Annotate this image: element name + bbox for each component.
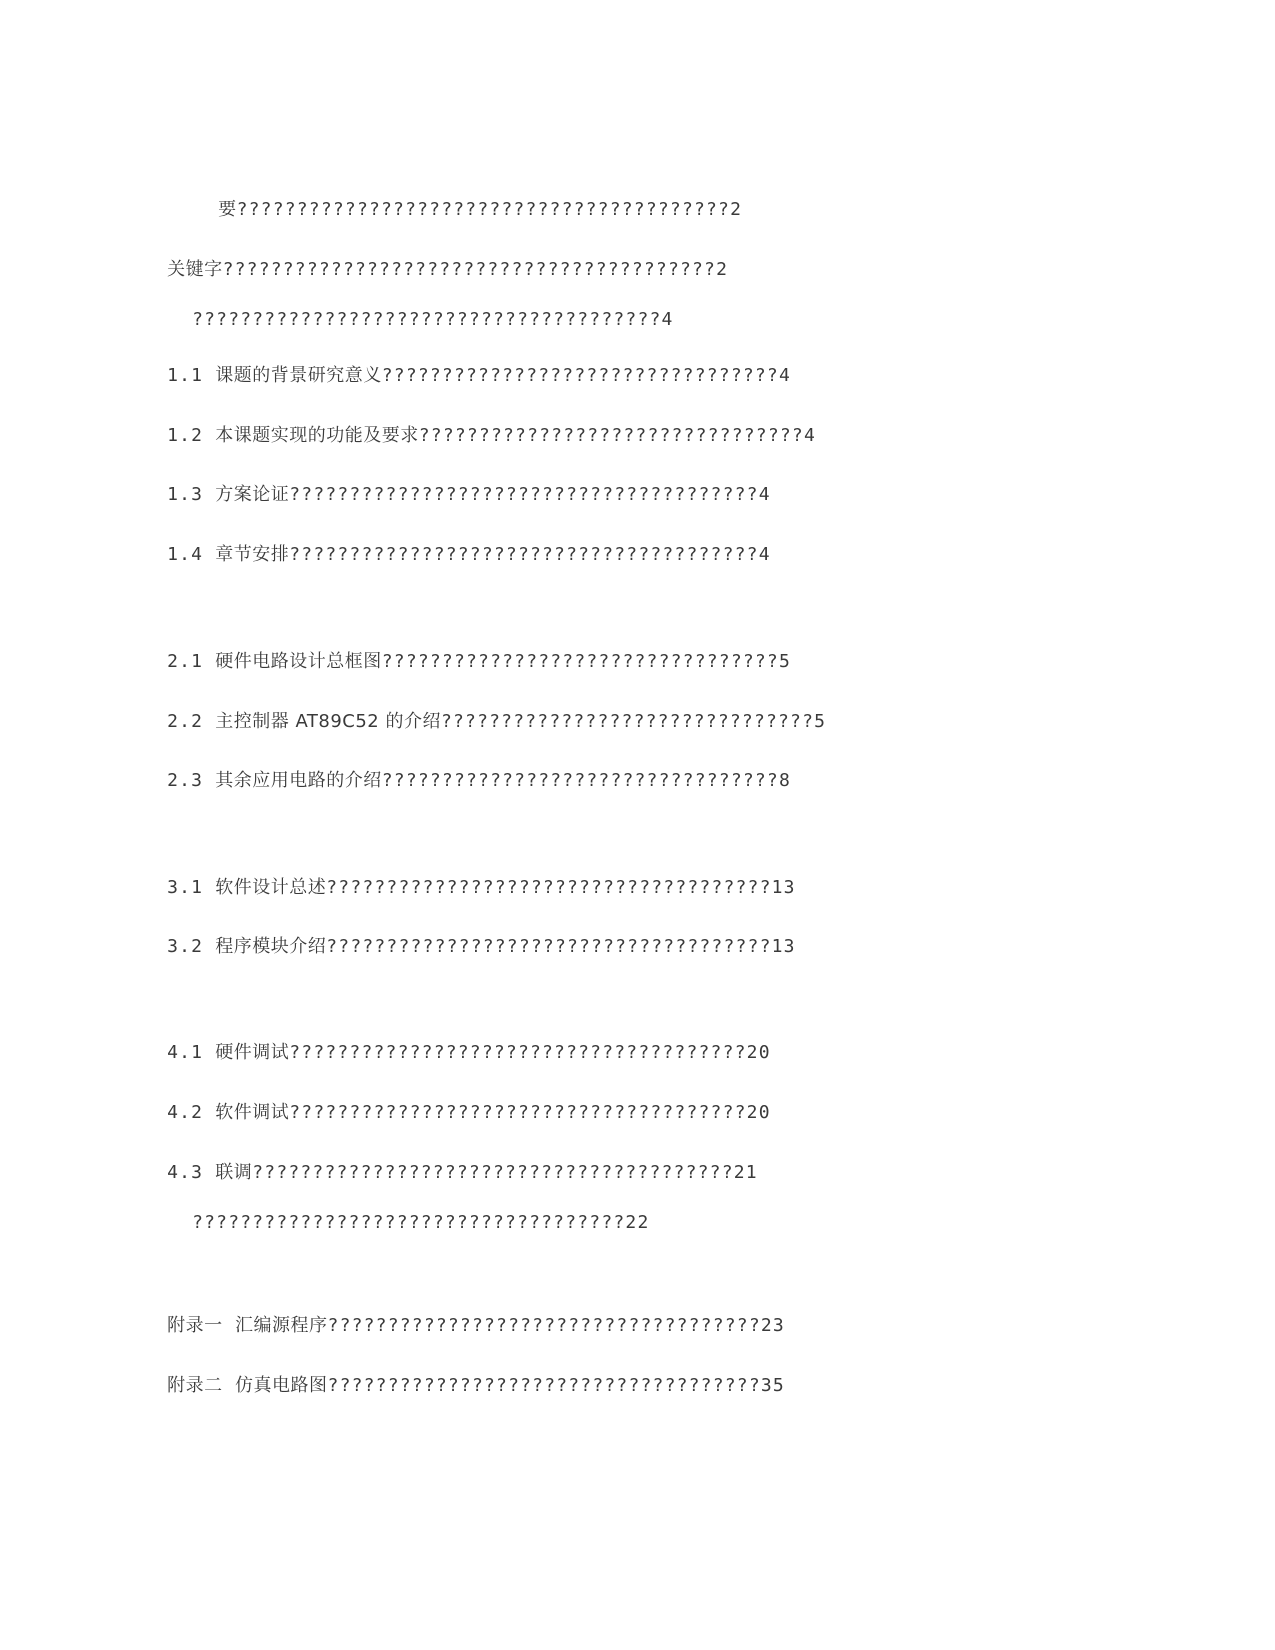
toc-leader: ????????????????????????????????? bbox=[381, 365, 779, 386]
toc-leader: ??????????????????????????????????????? bbox=[192, 309, 662, 330]
toc-entry-4-1 bbox=[143, 1017, 771, 1065]
toc-number: 1.3 bbox=[167, 484, 204, 505]
toc-title: 本课题实现的功能及要求 bbox=[215, 425, 419, 446]
toc-leader: ??????????????????????????????? bbox=[440, 711, 815, 732]
toc-leader: ????????????????????????????????????? bbox=[326, 877, 772, 898]
toc-leader: ???????????????????????????????????????? bbox=[252, 1162, 734, 1183]
toc-leader: ????????????????????????????????????????? bbox=[236, 199, 731, 220]
toc-page: 4 bbox=[661, 309, 674, 330]
toc-page: 4 bbox=[778, 365, 792, 386]
toc-entry-abstract bbox=[194, 174, 742, 222]
toc-leader: ???????????????????????????????????? bbox=[192, 1212, 626, 1233]
toc-page: 5 bbox=[778, 651, 792, 672]
toc-number: 1.2 bbox=[167, 425, 204, 446]
toc-entry-references bbox=[168, 1187, 650, 1235]
toc-leader: ????????????????????????????????????????? bbox=[222, 259, 717, 280]
toc-title: 附录一 汇编源程序 bbox=[167, 1315, 328, 1336]
toc-entry-2-1 bbox=[143, 626, 791, 674]
toc-title: 关键字 bbox=[167, 259, 223, 280]
toc-leader: ?????????????????????????????????????? bbox=[289, 1042, 747, 1063]
toc-entry-appendix-1 bbox=[143, 1290, 785, 1338]
toc-number: 2.3 bbox=[167, 770, 204, 791]
toc-entry-4-3 bbox=[143, 1137, 758, 1185]
toc-entry-4-2 bbox=[143, 1077, 771, 1125]
toc-title: 附录二 仿真电路图 bbox=[167, 1375, 328, 1396]
toc-title: 方案论证 bbox=[215, 484, 290, 505]
toc-entry-3-2 bbox=[143, 911, 796, 959]
toc-title: 联调 bbox=[215, 1162, 253, 1183]
toc-number: 1.4 bbox=[167, 544, 204, 565]
toc-entry-1-2 bbox=[143, 400, 816, 448]
toc-page: 2 bbox=[716, 259, 729, 280]
toc-entry-3-1 bbox=[143, 852, 796, 900]
toc-leader: ?????????????????????????????????????? bbox=[289, 1102, 747, 1123]
toc-page: 35 bbox=[760, 1375, 785, 1396]
toc-number: 2.2 bbox=[167, 711, 204, 732]
toc-page: 8 bbox=[778, 770, 792, 791]
toc-entry-1-1 bbox=[143, 340, 791, 388]
toc-leader: ??????????????????????????????????????? bbox=[289, 544, 759, 565]
toc-title: 要 bbox=[218, 199, 237, 220]
toc-page: 5 bbox=[814, 711, 827, 732]
toc-page: 13 bbox=[771, 936, 796, 957]
toc-leader: ???????????????????????????????????? bbox=[327, 1315, 761, 1336]
toc-title: 软件调试 bbox=[215, 1102, 290, 1123]
toc-page: 23 bbox=[760, 1315, 785, 1336]
toc-number: 1.1 bbox=[167, 365, 204, 386]
toc-entry-appendix-2 bbox=[143, 1350, 785, 1398]
toc-number: 4.2 bbox=[167, 1102, 204, 1123]
toc-number: 2.1 bbox=[167, 651, 204, 672]
toc-page: 4 bbox=[758, 484, 771, 505]
toc-title: 程序模块介绍 bbox=[215, 936, 327, 957]
toc-page: 4 bbox=[803, 425, 816, 446]
toc-title: 软件设计总述 bbox=[215, 877, 327, 898]
toc-number: 3.2 bbox=[167, 936, 204, 957]
toc-entry-keywords bbox=[143, 234, 728, 282]
toc-title: 课题的背景研究意义 bbox=[215, 365, 382, 386]
toc-entry-1-4 bbox=[143, 519, 771, 567]
toc-number: 4.3 bbox=[167, 1162, 204, 1183]
toc-leader: ????????????????????????????????????? bbox=[326, 936, 772, 957]
toc-title: 主控制器 AT89C52 的介绍 bbox=[215, 711, 441, 732]
toc-number: 3.1 bbox=[167, 877, 204, 898]
toc-page: 22 bbox=[625, 1212, 650, 1233]
toc-leader: ???????????????????????????????????? bbox=[327, 1375, 761, 1396]
toc-title: 硬件电路设计总框图 bbox=[215, 651, 382, 672]
toc-title: 其余应用电路的介绍 bbox=[215, 770, 382, 791]
toc-leader: ??????????????????????????????????????? bbox=[289, 484, 759, 505]
toc-leader: ???????????????????????????????? bbox=[418, 425, 804, 446]
toc-entry-1-3 bbox=[143, 459, 771, 507]
toc-leader: ????????????????????????????????? bbox=[381, 651, 779, 672]
toc-page: 20 bbox=[746, 1042, 771, 1063]
toc-title: 章节安排 bbox=[215, 544, 290, 565]
toc-page: 21 bbox=[733, 1162, 758, 1183]
toc-title: 硬件调试 bbox=[215, 1042, 290, 1063]
toc-entry-2-2 bbox=[143, 686, 826, 734]
toc-entry-chapter-1 bbox=[168, 284, 674, 332]
toc-number: 4.1 bbox=[167, 1042, 204, 1063]
toc-page: 2 bbox=[730, 199, 743, 220]
toc-page: 4 bbox=[758, 544, 771, 565]
toc-entry-2-3 bbox=[143, 745, 791, 793]
toc-page: 20 bbox=[746, 1102, 771, 1123]
toc-leader: ????????????????????????????????? bbox=[381, 770, 779, 791]
toc-page: 13 bbox=[771, 877, 796, 898]
